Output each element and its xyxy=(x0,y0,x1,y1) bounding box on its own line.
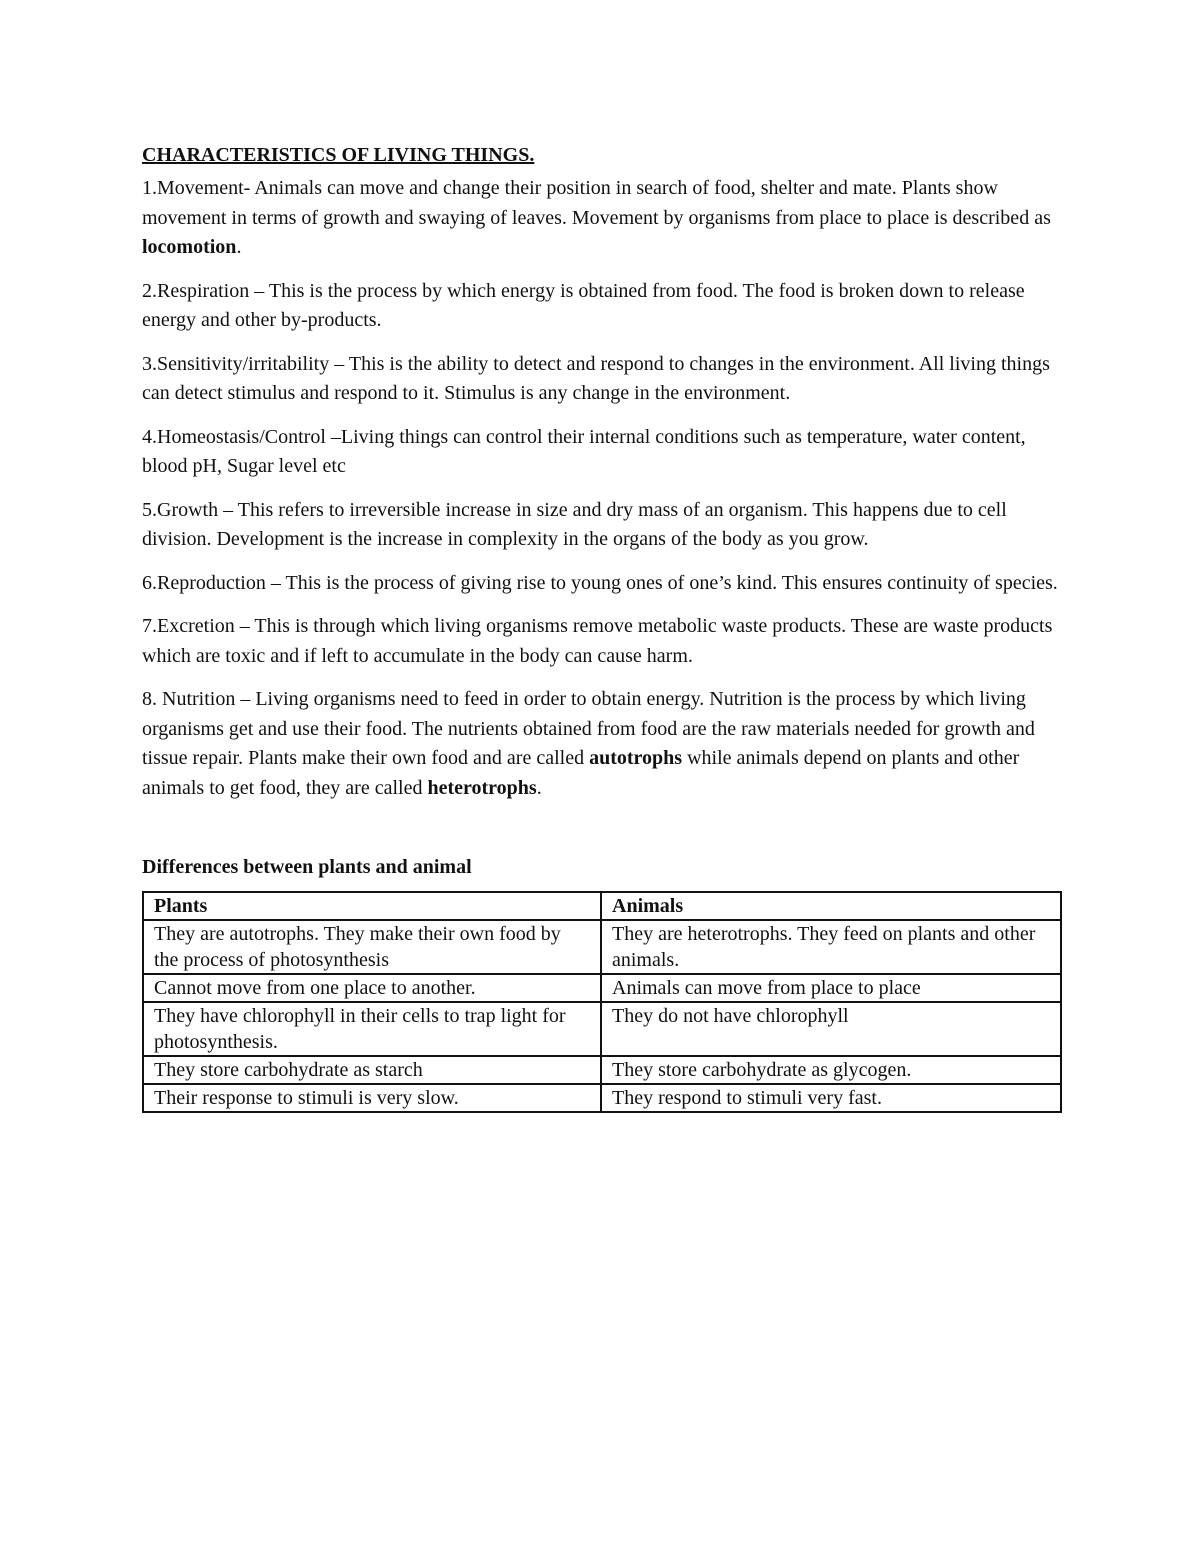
table-heading: Differences between plants and animal xyxy=(142,856,472,878)
table-cell: They store carbohydrate as starch xyxy=(143,1056,601,1084)
table-cell: They have chlorophyll in their cells to trap light for photosynthesis. xyxy=(143,1002,601,1056)
paragraph-text: 6.Reproduction – This is the process of giving rise to young ones of one’s kind. This ensures continuity of species. xyxy=(142,571,1058,594)
table-row xyxy=(143,1084,1061,1112)
paragraph-movement xyxy=(142,174,1060,263)
table-row xyxy=(143,1002,1061,1056)
paragraph-text: 5.Growth – This refers to irreversible increase in size and dry mass of an organism. This happens due to cell division. Development is the increase in complexity in the organs of the body as you grow. xyxy=(142,498,1007,550)
table-cell: Animals can move from place to place xyxy=(601,974,1061,1002)
paragraph-text: 1.Movement- Animals can move and change their position in search of food, shelter and mate. Plants show movement in terms of growth and swaying of leaves. Movement by organisms from place to place is described as xyxy=(142,177,1051,229)
table-row xyxy=(143,920,1061,974)
paragraph-text: 7.Excretion – This is through which living organisms remove metabolic waste products. These are waste products which are toxic and if left to accumulate in the body can cause harm. xyxy=(142,615,1053,667)
table-cell: They do not have chlorophyll xyxy=(601,1002,1061,1056)
table-cell: Their response to stimuli is very slow. xyxy=(143,1084,601,1112)
column-header-plants: Plants xyxy=(143,892,601,920)
paragraph-sensitivity xyxy=(142,350,1060,409)
table-cell: Cannot move from one place to another. xyxy=(143,974,601,1002)
paragraph-homeostasis xyxy=(142,423,1060,482)
paragraph-text: 3.Sensitivity/irritability – This is the ability to detect and respond to changes in the environment. All living things can detect stimulus and respond to it. Stimulus is any change in the environment. xyxy=(142,352,1050,404)
paragraph-text: while animals depend on plants and other animals to get food, they are called xyxy=(142,747,1020,799)
paragraph-reproduction xyxy=(142,569,1060,599)
differences-table xyxy=(142,891,1062,1113)
table-cell: They are autotrophs. They make their own food by the process of photosynthesis xyxy=(143,920,601,974)
document-title: CHARACTERISTICS OF LIVING THINGS. xyxy=(142,144,535,166)
table-row xyxy=(143,974,1061,1002)
paragraph-respiration xyxy=(142,277,1060,336)
table-cell: They respond to stimuli very fast. xyxy=(601,1084,1061,1112)
document-page xyxy=(142,140,1060,1113)
table-cell: They store carbohydrate as glycogen. xyxy=(601,1056,1061,1084)
term-locomotion: locomotion xyxy=(142,236,237,258)
table-header-row xyxy=(143,892,1061,920)
paragraph-text: . xyxy=(236,236,242,258)
paragraph-text: 4.Homeostasis/Control –Living things can control their internal conditions such as temperature, water content, blood pH, Sugar level etc xyxy=(142,425,1026,477)
paragraph-text: 8. Nutrition – Living organisms need to feed in order to obtain energy. Nutrition is the process by which living organisms get and use their food. The nutrients obtained from food are the raw materials needed for growth and tissue repair. Plants make their own food and are called xyxy=(142,688,1035,769)
term-autotrophs: autotrophs xyxy=(589,747,683,769)
paragraph-text: 2.Respiration – This is the process by which energy is obtained from food. The food is broken down to release energy and other by-products. xyxy=(142,279,1025,331)
paragraph-nutrition xyxy=(142,685,1060,803)
column-header-animals: Animals xyxy=(601,892,1061,920)
paragraph-excretion xyxy=(142,612,1060,671)
term-heterotrophs: heterotrophs xyxy=(427,776,537,799)
paragraph-text: . xyxy=(536,776,542,799)
paragraph-growth xyxy=(142,496,1060,555)
table-cell: They are heterotrophs. They feed on plants and other animals. xyxy=(601,920,1061,974)
table-row xyxy=(143,1056,1061,1084)
